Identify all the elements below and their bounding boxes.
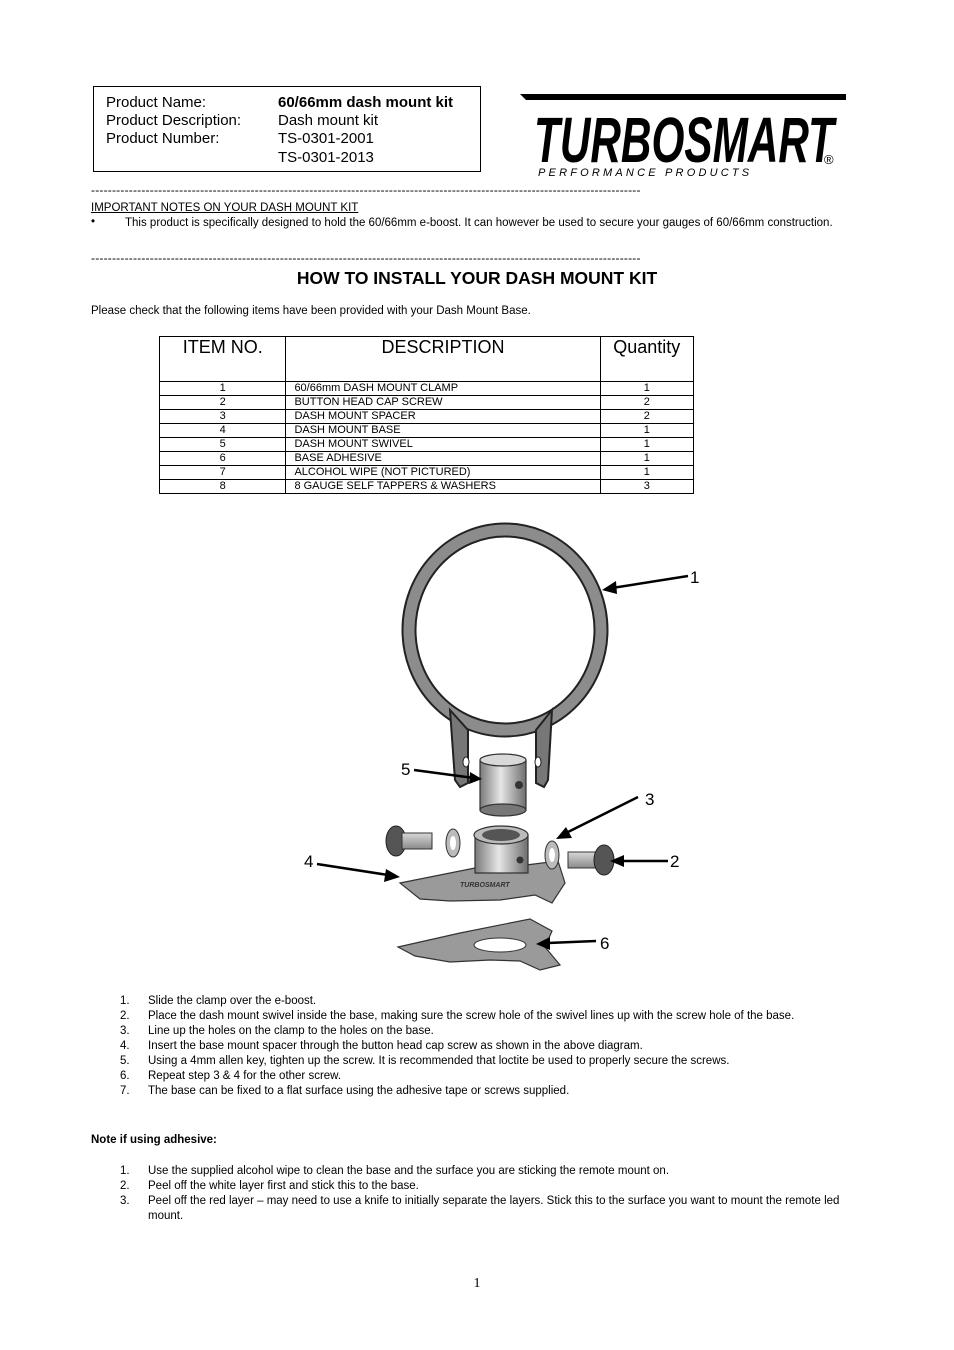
item-description: BASE ADHESIVE [286,452,600,466]
item-qty: 3 [600,480,693,494]
step-text: Insert the base mount spacer through the button head cap screw as shown in the above diagram. [148,1040,643,1052]
notes-bullet: • [91,216,96,228]
step-number: 3. [120,1195,130,1207]
clamp-left-hole [463,757,469,767]
table-header-row [160,337,694,382]
table-row [160,410,694,424]
turbosmart-logo [516,92,850,178]
callout-label-1: 1 [690,568,700,587]
notes-title: IMPORTANT NOTES ON YOUR DASH MOUNT KIT [91,202,359,214]
item-description: BUTTON HEAD CAP SCREW [286,396,600,410]
callout-arrowhead-4 [384,869,400,882]
list-item [91,1084,838,1099]
item-no: 5 [160,438,286,452]
callout-label-3: 3 [645,790,655,809]
step-number: 1. [120,995,130,1007]
item-description: 60/66mm DASH MOUNT CLAMP [286,382,600,396]
right-spacer-hole [549,848,555,862]
header-description: DESCRIPTION [286,337,600,382]
header-quantity: Quantity [600,337,693,382]
exploded-assembly-diagram [290,515,720,985]
table-row [160,466,694,480]
item-description: 8 GAUGE SELF TAPPERS & WASHERS [286,480,600,494]
table-row [160,396,694,410]
callout-arrow-6 [548,941,596,943]
callout-label-6: 6 [600,934,610,953]
callout-arrow-1 [612,576,688,588]
step-text: Slide the clamp over the e-boost. [148,995,317,1007]
logo-brand: TURBOSMART [534,104,838,176]
item-description: DASH MOUNT BASE [286,424,600,438]
item-no: 1 [160,382,286,396]
step-number: 2. [120,1010,130,1022]
callout-arrowhead-1 [602,581,617,594]
product-description-label: Product Description: [106,112,242,129]
table-row [160,452,694,466]
left-spacer-hole [450,836,456,850]
step-text: Peel off the white layer first and stick this to the base. [148,1180,419,1192]
callout-arrowhead-3 [556,827,572,839]
step-text: Repeat step 3 & 4 for the other screw. [148,1070,342,1082]
clamp-part [409,530,601,787]
step-number: 2. [120,1180,130,1192]
item-no: 2 [160,396,286,410]
step-number: 1. [120,1165,130,1177]
item-no: 3 [160,410,286,424]
item-qty: 1 [600,382,693,396]
item-no: 7 [160,466,286,480]
item-description: ALCOHOL WIPE (NOT PICTURED) [286,466,600,480]
clamp-band-face [409,530,601,730]
left-screw-part [386,826,460,857]
list-item [91,1194,868,1224]
swivel-screw-hole [515,781,523,789]
item-qty: 1 [600,438,693,452]
step-number: 7. [120,1085,130,1097]
table-row [160,480,694,494]
step-number: 4. [120,1040,130,1052]
table-row [160,424,694,438]
callout-label-4: 4 [304,852,314,871]
table-row [160,438,694,452]
swivel-top [480,754,526,766]
list-item [91,1164,868,1179]
callout-label-5: 5 [401,760,411,779]
logo-tagline: PERFORMANCE PRODUCTS [538,167,753,178]
notes-item: This product is specifically designed to hold the 60/66mm e-boost. It can however be used to secure your gauges of 60/66mm construction. [125,217,833,229]
list-item [91,1054,838,1069]
product-info-box [93,86,481,172]
header-item-no: ITEM NO. [160,337,286,382]
product-name-label: Product Name: [106,94,207,111]
product-number-value-2: TS-0301-2013 [278,149,374,166]
product-name-value: 60/66mm dash mount kit [278,94,454,111]
adhesive-center-hole [474,938,526,952]
callout-arrow-4 [317,864,388,875]
item-no: 6 [160,452,286,466]
list-item [91,1039,838,1054]
logo-registered-mark: ® [824,152,834,167]
step-text: Use the supplied alcohol wipe to clean the base and the surface you are sticking the remote mount on. [148,1165,670,1177]
separator-line-bottom: ----------------------------------------------------------------------------------------------------------------------------------- [91,252,641,264]
item-no: 8 [160,480,286,494]
list-item [91,1024,838,1039]
step-text: Place the dash mount swivel inside the base, making sure the screw hole of the swivel lines up with the screw hole of the base. [148,1010,795,1022]
item-no: 4 [160,424,286,438]
callout-arrow-3 [566,797,638,833]
intro-text: Please check that the following items have been provided with your Dash Mount Base. [91,305,531,317]
step-number: 5. [120,1055,130,1067]
logo-top-bar [520,94,846,100]
adhesive-part [398,919,560,970]
item-qty: 1 [600,452,693,466]
item-description: DASH MOUNT SWIVEL [286,438,600,452]
step-text: Peel off the red layer – may need to use a knife to initially separate the layers. Stick this to the surface you want to mount the remote led mount. [148,1195,840,1222]
base-screw-hole [517,857,524,864]
step-text: The base can be fixed to a flat surface using the adhesive tape or screws supplied. [148,1085,570,1097]
list-item [91,994,838,1009]
table-row [160,382,694,396]
item-qty: 1 [600,466,693,480]
product-description-value: Dash mount kit [278,112,379,129]
step-number: 6. [120,1070,130,1082]
callout-label-2: 2 [670,852,680,871]
page-title: HOW TO INSTALL YOUR DASH MOUNT KIT [296,268,658,288]
separator-line-top: ----------------------------------------------------------------------------------------------------------------------------------- [91,184,641,196]
right-screw-head [594,845,614,875]
step-text: Line up the holes on the clamp to the holes on the base. [148,1025,434,1037]
page-number: 1 [473,1276,481,1291]
swivel-part [480,754,526,816]
step-number: 3. [120,1025,130,1037]
product-number-value-1: TS-0301-2001 [278,130,374,147]
item-qty: 2 [600,396,693,410]
swivel-bottom [480,804,526,816]
list-item [91,1179,868,1194]
list-item [91,1009,838,1024]
step-text: Using a 4mm allen key, tighten up the screw. It is recommended that loctite be used to properly secure the screws. [148,1055,730,1067]
left-screw-thread [402,833,432,849]
base-brand-mark: TURBOSMART [460,882,510,889]
installation-steps [91,994,838,1099]
adhesive-note-title: Note if using adhesive: [91,1134,217,1146]
clamp-right-hole [535,757,541,767]
base-cup-opening [482,829,520,841]
item-qty: 1 [600,424,693,438]
adhesive-steps [91,1164,868,1224]
item-qty: 2 [600,410,693,424]
item-description: DASH MOUNT SPACER [286,410,600,424]
product-number-label: Product Number: [106,130,220,147]
parts-table [159,336,694,494]
list-item [91,1069,838,1084]
